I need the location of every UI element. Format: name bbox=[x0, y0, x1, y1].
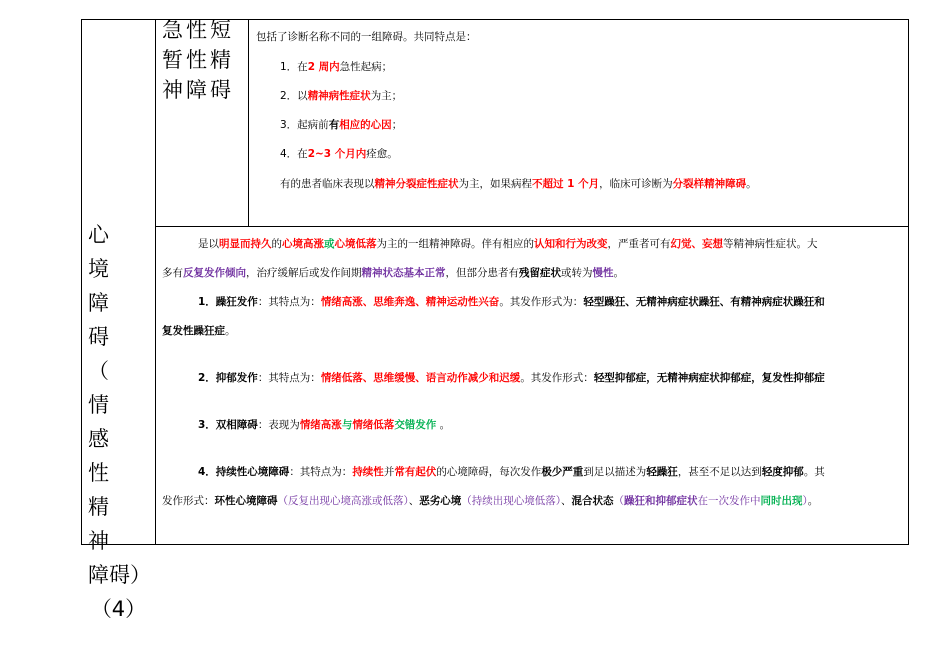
acute-note-highlight-2: 不超过 1 个月 bbox=[532, 178, 600, 190]
mood-intro2-highlight-2: 精神状态基本正常 bbox=[361, 267, 446, 279]
acute-item-1-highlight: 2 周内 bbox=[307, 61, 340, 73]
persistent-paren-close: ） bbox=[802, 495, 808, 507]
acute-item-4-num: 4．在 bbox=[280, 148, 308, 160]
persistent-sep-2: 、 bbox=[561, 495, 572, 507]
acute-item-3 bbox=[280, 118, 402, 132]
persistent-sep-1: 、 bbox=[408, 495, 420, 507]
persistent-highlight-purple: 躁狂和抑郁症状 bbox=[624, 495, 698, 507]
persistent-form-3: 混合状态 bbox=[571, 495, 614, 507]
persistent-text-c: 的心境障碍，每次发作 bbox=[436, 466, 542, 478]
acute-note-highlight-1: 精神分裂症性症状 bbox=[374, 178, 459, 190]
persistent-paren-open: （ bbox=[613, 495, 624, 507]
acute-item-4-highlight: 2~3 个月内 bbox=[307, 148, 367, 160]
depression-text-a: ：其特点为： bbox=[257, 372, 321, 384]
mania-line-2 bbox=[162, 324, 236, 338]
acute-item-3-bold: 有 bbox=[328, 119, 340, 131]
acute-title bbox=[162, 15, 248, 105]
acute-item-2 bbox=[280, 89, 402, 103]
mood-intro-highlight-5: 幻觉 bbox=[670, 238, 692, 250]
persistent-end: 。 bbox=[807, 495, 819, 507]
acute-note-text-b: 为主，如果病程 bbox=[458, 178, 532, 190]
mood-intro-line-2 bbox=[162, 266, 624, 280]
mood-title-line-1: 心 境 bbox=[88, 223, 130, 281]
bipolar-conj: 与 bbox=[341, 419, 353, 431]
acute-item-2-highlight: 精神病性症状 bbox=[307, 90, 371, 102]
mood-intro-highlight-1: 明显而持久 bbox=[219, 238, 272, 250]
persistent-line2-text: 发作形式： bbox=[162, 495, 215, 507]
persistent-form-1-note: （反复出现心境高涨或低落） bbox=[277, 495, 409, 507]
column-divider-1 bbox=[155, 19, 156, 545]
mood-intro-text-e: 等精神病性症状。大 bbox=[723, 238, 818, 250]
persistent-mid: 在一次发作中 bbox=[697, 495, 761, 507]
acute-item-4-tail: 痊愈。 bbox=[366, 148, 398, 160]
mood-title-line-2: 障 碍 bbox=[88, 291, 130, 349]
acute-note-text-a: 有的患者临床表现以 bbox=[280, 178, 375, 190]
mood-intro-line-1 bbox=[198, 237, 818, 251]
depression-line bbox=[198, 371, 825, 385]
mood-intro2-highlight-4: 慢性 bbox=[592, 267, 614, 279]
acute-item-1 bbox=[280, 60, 392, 74]
acute-title-line-1: 急性短 bbox=[162, 18, 234, 42]
mania-forms-1: 轻型躁狂、无精神病症状躁狂、有精神病症状躁狂和 bbox=[583, 296, 825, 308]
mood-category-label bbox=[88, 218, 149, 626]
mood-intro-highlight-3: 心境低落 bbox=[334, 238, 377, 250]
acute-item-3-highlight: 相应的心因 bbox=[339, 119, 392, 131]
persistent-bold-2: 极少严重 bbox=[541, 466, 584, 478]
persistent-text-d: 到足以描述为 bbox=[583, 466, 647, 478]
acute-intro: 包括了诊断名称不同的一组障碍。共同特点是： bbox=[256, 31, 477, 43]
depression-highlight: 情绪低落、思维缓慢、语言动作减少和迟缓 bbox=[320, 372, 521, 384]
bipolar-label: 3．双相障碍 bbox=[198, 419, 258, 431]
mood-intro-text-b: 的 bbox=[271, 238, 282, 250]
mood-intro-highlight-2: 心境高涨 bbox=[282, 238, 324, 250]
acute-item-3-num: 3．起病前 bbox=[280, 119, 329, 131]
mood-title-line-5: 精 神 bbox=[88, 495, 130, 553]
mood-title-line-6: 障碍） bbox=[88, 563, 151, 587]
persistent-form-2-note: （持续出现心境低落） bbox=[461, 495, 561, 507]
mania-label: 1．躁狂发作 bbox=[198, 296, 258, 308]
bipolar-highlight-2: 情绪低落 bbox=[352, 419, 395, 431]
mania-forms-2: 复发性躁狂症 bbox=[162, 325, 225, 337]
acute-title-line-2: 暂性精 bbox=[162, 48, 234, 72]
bipolar-text-a: ：表现为 bbox=[257, 419, 300, 431]
bipolar-end: 。 bbox=[436, 419, 451, 431]
mania-text-b: 。其发作形式为： bbox=[499, 296, 584, 308]
mania-highlight: 情绪高涨、思维奔逸、精神运动性兴奋 bbox=[320, 296, 500, 308]
row-divider bbox=[155, 226, 909, 227]
mood-intro-text-a: 是以 bbox=[198, 238, 219, 250]
persistent-form-1: 环性心境障碍 bbox=[214, 495, 278, 507]
acute-note-text-d: 。 bbox=[746, 178, 757, 190]
persistent-text-b: 并 bbox=[383, 466, 395, 478]
mania-end: 。 bbox=[225, 325, 236, 337]
mood-intro2-text-e: 。 bbox=[613, 267, 624, 279]
mood-intro-sep: 、 bbox=[691, 238, 702, 250]
bipolar-highlight-1: 情绪高涨 bbox=[299, 419, 342, 431]
acute-item-2-tail: 为主； bbox=[370, 90, 403, 102]
acute-item-1-num: 1．在 bbox=[280, 61, 308, 73]
mood-title-line-7: （4） bbox=[90, 597, 147, 621]
persistent-text-a: ：其特点为： bbox=[289, 466, 353, 478]
acute-item-1-tail: 急性起病； bbox=[339, 61, 393, 73]
mood-intro2-text-d: 或转为 bbox=[561, 267, 593, 279]
mood-intro-highlight-6: 妄想 bbox=[702, 238, 723, 250]
depression-forms: 轻型抑郁症，无精神病症状抑郁症，复发性抑郁症 bbox=[593, 372, 825, 384]
persistent-form-2: 恶劣心境 bbox=[419, 495, 462, 507]
mania-text-a: ：其特点为： bbox=[257, 296, 321, 308]
bipolar-highlight-3: 交错发作 bbox=[394, 419, 437, 431]
acute-note-highlight-3: 分裂样精神障碍 bbox=[672, 178, 747, 190]
mood-intro2-text-b: ，治疗缓解后或发作间期 bbox=[246, 267, 362, 279]
mood-title-line-3: （ 情 bbox=[88, 359, 130, 417]
column-divider-acute bbox=[248, 19, 249, 226]
persistent-line-2 bbox=[162, 494, 818, 508]
mood-intro2-highlight-1: 反复发作倾向 bbox=[183, 267, 246, 279]
persistent-highlight-1: 持续性 bbox=[352, 466, 384, 478]
depression-label: 2．抑郁发作 bbox=[198, 372, 258, 384]
acute-note bbox=[280, 177, 757, 191]
mood-intro2-highlight-3: 残留症状 bbox=[519, 267, 561, 279]
persistent-highlight-green: 同时出现 bbox=[760, 495, 803, 507]
mood-intro-text-c: 为主的一组精神障碍。伴有相应的 bbox=[376, 238, 534, 250]
mood-intro-highlight-4: 认知和行为改变 bbox=[534, 238, 608, 250]
persistent-line-1 bbox=[198, 465, 825, 479]
persistent-bold-3: 轻躁狂 bbox=[646, 466, 678, 478]
acute-item-3-tail: ； bbox=[391, 119, 403, 131]
mood-intro-text-d: ，严重者可有 bbox=[607, 238, 671, 250]
persistent-text-e: ，甚至不足以达到 bbox=[677, 466, 762, 478]
bipolar-line bbox=[198, 418, 450, 432]
mood-title-line-4: 感 性 bbox=[88, 427, 130, 485]
persistent-bold-4: 轻度抑郁 bbox=[761, 466, 804, 478]
acute-note-text-c: ，临床可诊断为 bbox=[599, 178, 673, 190]
persistent-label: 4．持续性心境障碍 bbox=[198, 466, 290, 478]
mood-intro-or: 或 bbox=[324, 238, 335, 250]
acute-item-2-num: 2．以 bbox=[280, 90, 308, 102]
acute-title-line-3: 神障碍 bbox=[162, 78, 234, 102]
persistent-text-f: 。其 bbox=[803, 466, 825, 478]
mania-line-1 bbox=[198, 295, 825, 309]
persistent-highlight-2: 常有起伏 bbox=[394, 466, 437, 478]
acute-item-4 bbox=[280, 147, 398, 161]
depression-text-b: 。其发作形式： bbox=[520, 372, 594, 384]
mood-intro2-text-c: ，但部分患者有 bbox=[445, 267, 519, 279]
mood-intro2-text-a: 多有 bbox=[162, 267, 183, 279]
